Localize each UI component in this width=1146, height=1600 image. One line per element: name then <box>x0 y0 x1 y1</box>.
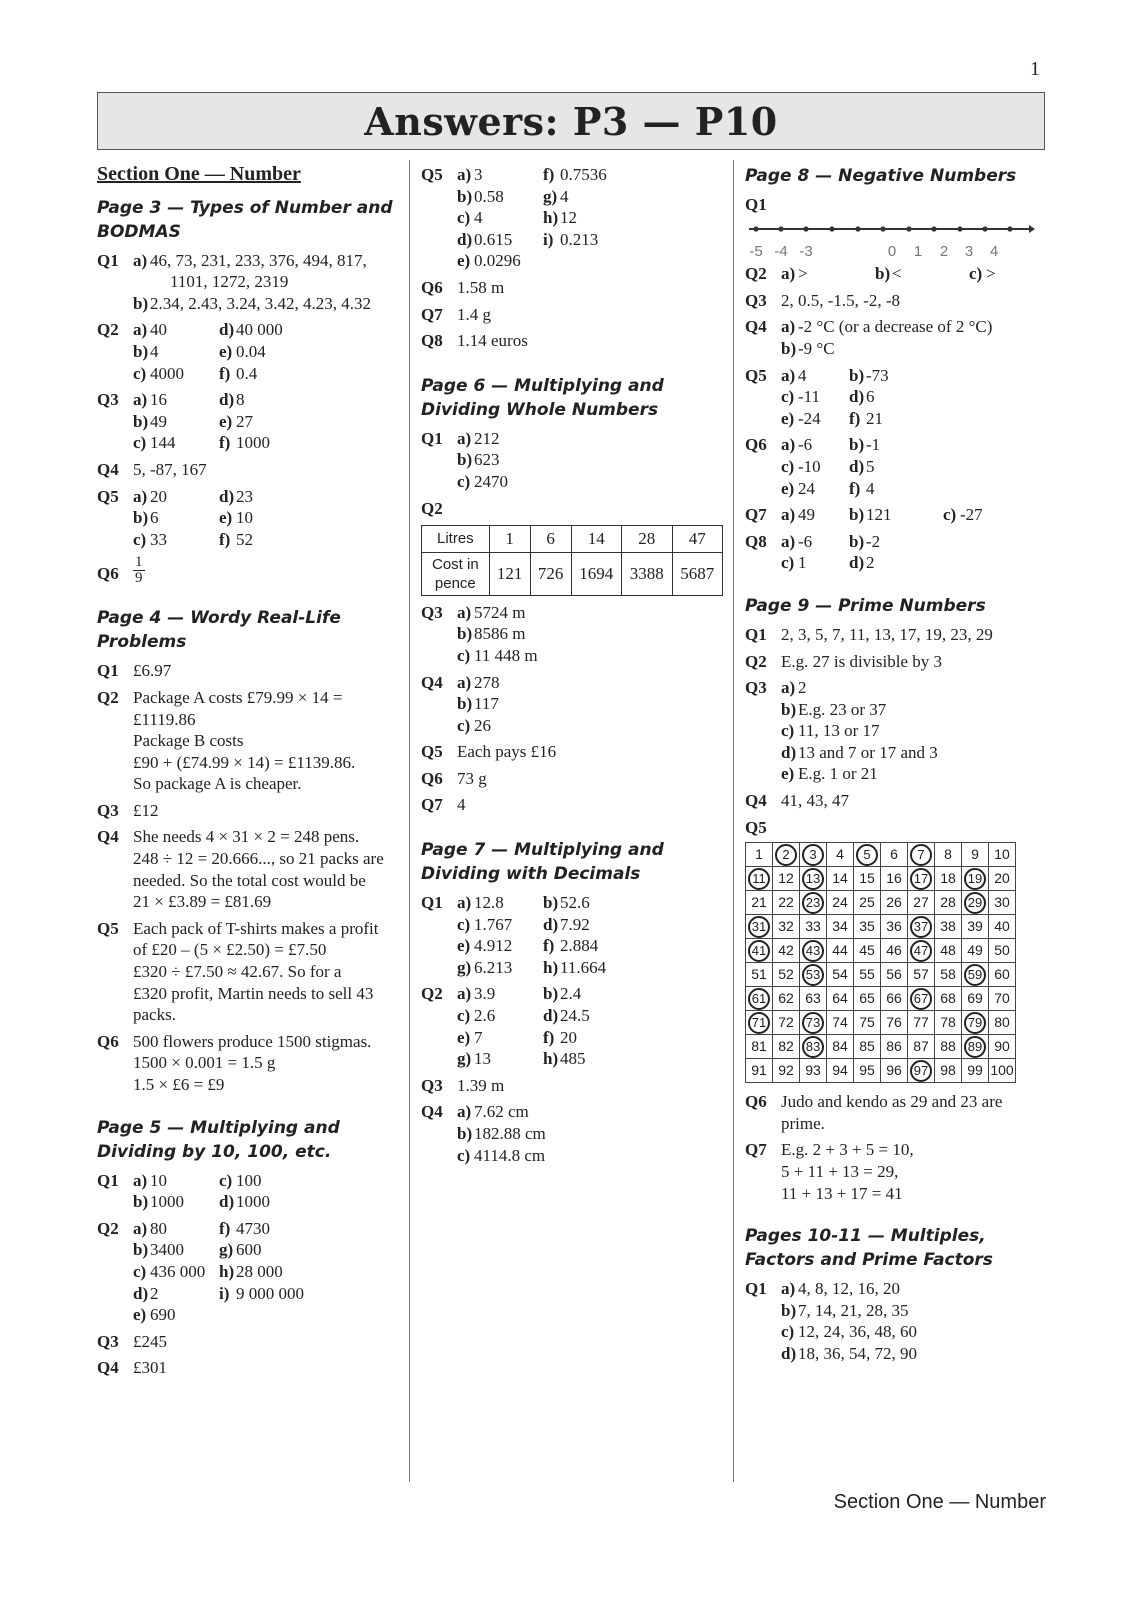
page-title: Answers: P3 — P10 <box>364 98 778 144</box>
number-line-point <box>982 226 987 231</box>
grid-cell-prime: 3 <box>800 843 827 867</box>
grid-cell: 1 <box>746 843 773 867</box>
grid-cell-prime: 73 <box>800 1011 827 1035</box>
answer-q1: Q1 £6.97 <box>97 661 172 681</box>
number-line-point <box>957 226 962 231</box>
grid-cell: 32 <box>773 915 800 939</box>
grid-row <box>746 963 1016 987</box>
grid-cell: 38 <box>935 915 962 939</box>
answer-q5: Q5 a) 4 b) -73 c) -11 d) 6 e) -24 f) 21 <box>745 365 889 428</box>
table-row: Cost in pence 121 726 1694 3388 5687 <box>422 552 723 595</box>
section-heading: Section One — Number <box>97 163 301 185</box>
page7-heading: Page 7 — Multiplying and Dividing with Decimals <box>421 840 664 885</box>
grid-cell-prime: 41 <box>746 939 773 963</box>
answer-q1: Q1 <box>745 195 767 214</box>
answer-q4: Q4 a) 278 b) 117 c) 26 <box>421 672 500 735</box>
grid-cell-prime: 47 <box>908 939 935 963</box>
answer-q6: Q6 a) -6 b) -1 c) -10 d) 5 e) 24 f) 4 <box>745 435 881 498</box>
answer-q5: Q5 <box>745 817 767 837</box>
number-line-labels <box>745 241 1045 259</box>
grid-cell: 62 <box>773 987 800 1011</box>
answer-q7: Q7 1.4 g <box>421 304 491 324</box>
number-line-point <box>855 226 860 231</box>
grid-row <box>746 843 1016 867</box>
grid-cell-prime: 37 <box>908 915 935 939</box>
grid-cell: 22 <box>773 891 800 915</box>
grid-row <box>746 1059 1016 1083</box>
grid-cell: 15 <box>854 867 881 891</box>
grid-cell: 78 <box>935 1011 962 1035</box>
grid-cell: 98 <box>935 1059 962 1083</box>
grid-row <box>746 891 1016 915</box>
answer-q3: Q3 a) 2 b) E.g. 23 or 37 c) 11, 13 or 17 d) 13 and 7 or 17 and 3 e) E.g. 1 or 21 <box>745 678 938 784</box>
answer-q6: Q6 500 flowers produce 1500 stigmas. 1500 × 0.001 = 1.5 g 1.5 × £6 = £9 <box>97 1031 372 1094</box>
grid-cell: 16 <box>881 867 908 891</box>
answer-q4: Q4 a) 7.62 cm b) 182.88 cm c) 4114.8 cm <box>421 1102 546 1165</box>
number-line-point <box>931 226 936 231</box>
grid-cell: 36 <box>881 915 908 939</box>
grid-cell-prime: 17 <box>908 867 935 891</box>
table-row: Litres 1 6 14 28 47 <box>422 526 723 553</box>
grid-cell: 56 <box>881 963 908 987</box>
grid-row <box>746 939 1016 963</box>
grid-cell: 4 <box>827 843 854 867</box>
grid-row <box>746 1011 1016 1035</box>
grid-cell: 34 <box>827 915 854 939</box>
grid-cell: 45 <box>854 939 881 963</box>
grid-row <box>746 987 1016 1011</box>
grid-cell-prime: 59 <box>962 963 989 987</box>
tick-label: 1 <box>913 243 923 261</box>
answer-q4: Q4 a) -2 °C (or a decrease of 2 °C) b) -9 °C <box>745 317 993 358</box>
answer-q7: Q7 4 <box>421 795 466 815</box>
grid-cell: 90 <box>989 1035 1016 1059</box>
grid-cell: 26 <box>881 891 908 915</box>
answer-q2: Q2 a) > b) < c) > <box>745 264 996 284</box>
grid-cell: 77 <box>908 1011 935 1035</box>
number-line-point <box>778 226 783 231</box>
tick-label: 3 <box>964 243 974 261</box>
answer-q3: Q3 1.39 m <box>421 1075 505 1095</box>
grid-cell: 99 <box>962 1059 989 1083</box>
grid-cell-prime: 5 <box>854 843 881 867</box>
grid-cell: 76 <box>881 1011 908 1035</box>
grid-cell-prime: 89 <box>962 1035 989 1059</box>
grid-cell: 85 <box>854 1035 881 1059</box>
grid-cell: 96 <box>881 1059 908 1083</box>
grid-cell-prime: 97 <box>908 1059 935 1083</box>
grid-cell: 68 <box>935 987 962 1011</box>
title-banner <box>97 92 1045 150</box>
grid-cell: 28 <box>935 891 962 915</box>
number-line-point <box>880 226 885 231</box>
grid-cell-prime: 31 <box>746 915 773 939</box>
answer-q4: Q4 £301 <box>97 1358 167 1378</box>
answer-q1: Q1 a) 10 c) 100 b) 1000 d) 1000 <box>97 1170 270 1212</box>
grid-cell: 81 <box>746 1035 773 1059</box>
grid-cell-prime: 11 <box>746 867 773 891</box>
grid-cell-prime: 61 <box>746 987 773 1011</box>
answer-q5: Q5 a) 3 f) 0.7536 b) 0.58 g) 4 c) 4 h) 12 d) 0.615 i) 0.213 e) 0.0296 <box>421 165 607 271</box>
grid-cell: 12 <box>773 867 800 891</box>
answer-q2: Q2 a) 80 f) 4730 b) 3400 g) 600 c) 436 000 h) 28 000 d) 2 i) 9 000 000 e) 690 <box>97 1218 304 1325</box>
grid-cell: 94 <box>827 1059 854 1083</box>
litres-cost-table <box>421 525 723 596</box>
grid-cell: 88 <box>935 1035 962 1059</box>
answer-q1: Q1 a) 12.8 b) 52.6 c) 1.767 d) 7.92 e) 4.912 f) 2.884 g) 6.213 h) 11.664 <box>421 893 607 977</box>
grid-cell: 39 <box>962 915 989 939</box>
column-divider <box>409 160 410 1482</box>
grid-row <box>746 1035 1016 1059</box>
grid-cell-prime: 53 <box>800 963 827 987</box>
grid-cell: 30 <box>989 891 1016 915</box>
tick-label: -3 <box>799 243 813 261</box>
footer-section-label: Section One — Number <box>833 1491 1046 1513</box>
grid-cell: 18 <box>935 867 962 891</box>
grid-cell: 69 <box>962 987 989 1011</box>
number-line-point <box>1007 226 1012 231</box>
answer-q2: Q2 a) 40 d) 40 000 b) 4 e) 0.04 c) 4000 f) 0.4 <box>97 320 283 383</box>
grid-cell-prime: 67 <box>908 987 935 1011</box>
grid-cell: 51 <box>746 963 773 987</box>
page3-heading: Page 3 — Types of Number and BODMAS <box>97 197 393 242</box>
page6-heading: Page 6 — Multiplying and Dividing Whole Numbers <box>421 375 664 420</box>
grid-cell: 52 <box>773 963 800 987</box>
number-line-point <box>906 226 911 231</box>
grid-cell: 44 <box>827 939 854 963</box>
column-3 <box>745 164 1045 1370</box>
answer-q3: Q3 £12 <box>97 800 159 820</box>
grid-cell: 40 <box>989 915 1016 939</box>
fraction: $\frac{1}{9}$ <box>135 554 143 587</box>
grid-cell: 84 <box>827 1035 854 1059</box>
number-line <box>745 220 1045 260</box>
grid-cell: 55 <box>854 963 881 987</box>
grid-cell-prime: 79 <box>962 1011 989 1035</box>
grid-cell: 75 <box>854 1011 881 1035</box>
grid-cell: 86 <box>881 1035 908 1059</box>
grid-cell-prime: 19 <box>962 867 989 891</box>
column-1 <box>97 164 402 1384</box>
answer-q5: Q5 Each pays £16 <box>421 742 557 762</box>
grid-cell: 58 <box>935 963 962 987</box>
answer-q2: Q2 Package A costs £79.99 × 14 = £1119.86 Package B costs £90 + (£74.99 × 14) = £1139.86. So package A is cheaper. <box>97 687 356 794</box>
grid-cell: 66 <box>881 987 908 1011</box>
answer-q5: Q5 a) 20 d) 23 b) 6 e) 10 c) 33 f) 52 <box>97 486 253 549</box>
answer-q8: Q8 a) -6 b) -2 c) 1 d) 2 <box>745 531 881 573</box>
grid-cell-prime: 13 <box>800 867 827 891</box>
grid-cell-prime: 43 <box>800 939 827 963</box>
answer-q3: Q3 £245 <box>97 1331 167 1351</box>
answer-q2: Q2 E.g. 27 is divisible by 3 <box>745 651 943 671</box>
grid-cell: 80 <box>989 1011 1016 1035</box>
grid-cell-prime: 29 <box>962 891 989 915</box>
grid-cell: 6 <box>881 843 908 867</box>
grid-cell: 9 <box>962 843 989 867</box>
tick-label: 0 <box>887 243 897 261</box>
answer-q3: Q3 a) 16 d) 8 b) 49 e) 27 c) 144 f) 1000 <box>97 390 270 453</box>
grid-cell: 60 <box>989 963 1016 987</box>
grid-cell: 95 <box>854 1059 881 1083</box>
grid-cell: 35 <box>854 915 881 939</box>
grid-cell: 93 <box>800 1059 827 1083</box>
grid-cell-prime: 71 <box>746 1011 773 1035</box>
grid-row <box>746 915 1016 939</box>
answer-q1: Q1 a) 4, 8, 12, 16, 20 b) 7, 14, 21, 28, 35 c) 12, 24, 36, 48, 60 d) 18, 36, 54, 72, 90 <box>745 1279 917 1363</box>
answer-q6: Q6 73 g <box>421 768 487 788</box>
grid-cell: 21 <box>746 891 773 915</box>
answer-q6: Q6 Judo and kendo as 29 and 23 are prime. <box>745 1092 1003 1133</box>
hundred-square-grid <box>745 842 1016 1083</box>
grid-cell: 24 <box>827 891 854 915</box>
page9-heading: Page 9 — Prime Numbers <box>745 595 986 616</box>
answer-q5: Q5 Each pack of T-shirts makes a profit of £20 – (5 × £2.50) = £7.50 £320 ÷ £7.50 ≈ 42.67. So for a £320 profit, Martin needs to sell 43 packs. <box>97 918 379 1025</box>
grid-cell: 49 <box>962 939 989 963</box>
grid-cell: 8 <box>935 843 962 867</box>
answer-q1: Q1 a) 212 b) 623 c) 2470 <box>421 428 508 491</box>
column-divider <box>733 160 734 1482</box>
answer-q6: Q6 1.58 m <box>421 277 505 297</box>
grid-cell: 50 <box>989 939 1016 963</box>
grid-cell: 87 <box>908 1035 935 1059</box>
page8-heading: Page 8 — Negative Numbers <box>745 166 1017 186</box>
number-line-axis <box>745 222 1035 236</box>
page5-heading: Page 5 — Multiplying and Dividing by 10, 100, etc. <box>97 1117 340 1162</box>
answer-q7: Q7 a) 49 b) 121 c) -27 <box>745 505 983 525</box>
answer-q3: Q3 a) 5724 m b) 8586 m c) 11 448 m <box>421 602 538 665</box>
grid-cell: 14 <box>827 867 854 891</box>
grid-cell: 64 <box>827 987 854 1011</box>
grid-cell-prime: 23 <box>800 891 827 915</box>
answer-q4: Q4 She needs 4 × 31 × 2 = 248 pens. 248 ÷ 12 = 20.666..., so 21 packs are needed. So the total cost would be 21 × £3.89 = £81.69 <box>97 827 384 912</box>
number-line-point <box>753 226 758 231</box>
answer-q2: Q2 a) 3.9 b) 2.4 c) 2.6 d) 24.5 e) 7 f) 20 g) 13 h) 485 <box>421 984 590 1069</box>
grid-cell: 10 <box>989 843 1016 867</box>
answer-q4: Q4 41, 43, 47 <box>745 791 849 811</box>
tick-label: -5 <box>749 243 763 261</box>
tick-label: -4 <box>774 243 788 261</box>
page4-heading: Page 4 — Wordy Real-Life Problems <box>97 608 341 653</box>
grid-cell-prime: 2 <box>773 843 800 867</box>
grid-cell: 25 <box>854 891 881 915</box>
grid-cell: 72 <box>773 1011 800 1035</box>
grid-cell: 48 <box>935 939 962 963</box>
grid-cell: 91 <box>746 1059 773 1083</box>
grid-cell-prime: 7 <box>908 843 935 867</box>
grid-cell: 70 <box>989 987 1016 1011</box>
answer-q3: Q3 2, 0.5, -1.5, -2, -8 <box>745 290 900 310</box>
answer-q8: Q8 1.14 euros <box>421 331 528 351</box>
grid-cell: 74 <box>827 1011 854 1035</box>
grid-cell: 42 <box>773 939 800 963</box>
answer-q1: Q1 a) 46, 73, 231, 233, 376, 494, 817, 1101, 1272, 2319 b) 2.34, 2.43, 3.24, 3.42, 4.23, 4.32 <box>97 250 371 313</box>
grid-cell: 33 <box>800 915 827 939</box>
page10-heading: Pages 10-11 — Multiples, Factors and Prime Factors <box>745 1226 993 1271</box>
answer-q1: Q1 2, 3, 5, 7, 11, 13, 17, 19, 23, 29 <box>745 624 993 644</box>
grid-cell: 63 <box>800 987 827 1011</box>
grid-cell: 46 <box>881 939 908 963</box>
grid-cell: 54 <box>827 963 854 987</box>
answer-q2: Q2 <box>421 498 443 518</box>
tick-label: 4 <box>989 243 999 261</box>
grid-cell: 65 <box>854 987 881 1011</box>
answer-q7: Q7 E.g. 2 + 3 + 5 = 10, 5 + 11 + 13 = 29, 11 + 13 + 17 = 41 <box>745 1140 914 1203</box>
grid-cell: 100 <box>989 1059 1016 1083</box>
number-line-point <box>803 226 808 231</box>
grid-cell: 57 <box>908 963 935 987</box>
grid-cell: 92 <box>773 1059 800 1083</box>
column-2 <box>421 164 723 1171</box>
number-line-point <box>829 226 834 231</box>
grid-cell: 82 <box>773 1035 800 1059</box>
grid-cell-prime: 83 <box>800 1035 827 1059</box>
grid-cell: 27 <box>908 891 935 915</box>
page-number: 1 <box>1030 58 1040 80</box>
grid-cell: 20 <box>989 867 1016 891</box>
answer-q4: Q4 5, -87, 167 <box>97 459 207 479</box>
grid-row <box>746 867 1016 891</box>
tick-label: 2 <box>939 243 949 261</box>
answer-q6: Q6 $\frac{1}{9}$ <box>97 554 143 587</box>
